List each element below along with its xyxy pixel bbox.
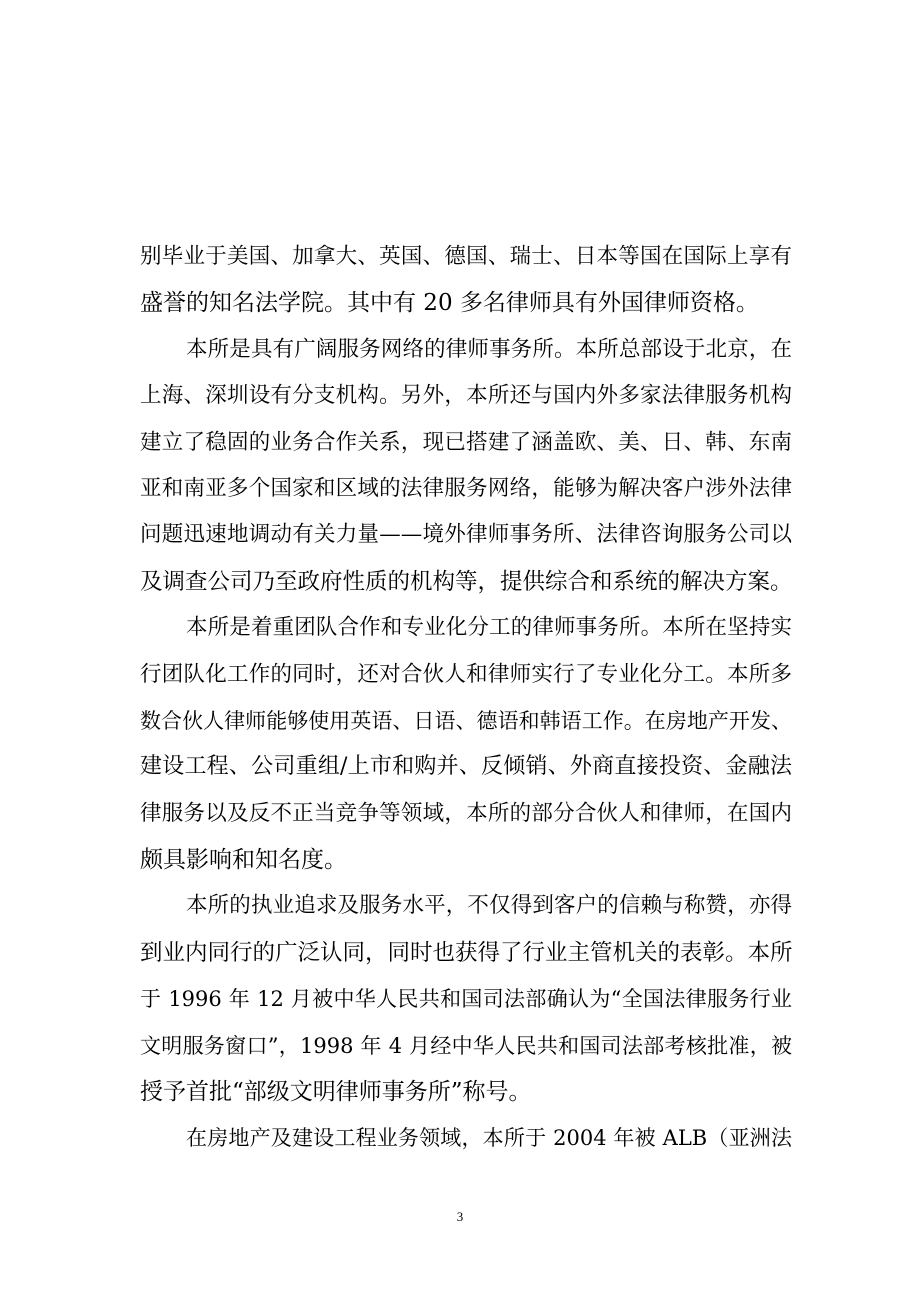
text-line: 数合伙人律师能够使用英语、日语、德语和韩语工作。在房地产开发、 bbox=[140, 708, 792, 733]
text-line: 及调查公司乃至政府性质的机构等，提供综合和系统的解决方案。 bbox=[140, 568, 793, 595]
paragraph-start-line: 本所是着重团队合作和专业化分工的律师事务所。本所在坚持实 bbox=[186, 615, 792, 641]
paragraph-start-line: 本所的执业追求及服务水平，不仅得到客户的信赖与称赞，亦得 bbox=[186, 893, 792, 919]
text-line: 盛誉的知名法学院。其中有 20 多名律师具有外国律师资格。 bbox=[140, 290, 759, 317]
text-line: 行团队化工作的同时，还对合伙人和律师实行了专业化分工。本所多 bbox=[140, 661, 792, 687]
text-line: 问题迅速地调动有关力量——境外律师事务所、法律咨询服务公司以 bbox=[140, 522, 792, 548]
text-line: 律服务以及反不正当竞争等领域，本所的部分合伙人和律师，在国内 bbox=[140, 800, 792, 826]
paragraph-start-line: 本所是具有广阔服务网络的律师事务所。本所总部设于北京，在 bbox=[186, 336, 792, 362]
text-line: 建立了稳固的业务合作关系，现已搭建了涵盖欧、美、日、韩、东南 bbox=[140, 429, 792, 455]
text-line: 颇具影响和知名度。 bbox=[140, 847, 347, 874]
text-line: 于 1996 年 12 月被中华人民共和国司法部确认为“全国法律服务行业 bbox=[140, 987, 792, 1012]
text-line: 上海、深圳设有分支机构。另外，本所还与国内外多家法律服务机构 bbox=[140, 383, 792, 409]
text-line: 到业内同行的广泛认同，同时也获得了行业主管机关的表彰。本所 bbox=[140, 939, 793, 966]
page-number: 3 bbox=[456, 1209, 464, 1224]
text-line: 文明服务窗口”，1998 年 4 月经中华人民共和国司法部考核批准，被 bbox=[140, 1033, 792, 1058]
paragraph-start-line: 在房地产及建设工程业务领域，本所于 2004 年被 ALB（亚洲法 bbox=[186, 1126, 792, 1151]
text-line: 别毕业于美国、加拿大、英国、德国、瑞士、日本等国在国际上享有 bbox=[140, 244, 792, 269]
text-line: 亚和南亚多个国家和区域的法律服务网络，能够为解决客户涉外法律 bbox=[140, 475, 792, 501]
text-line: 授予首批“部级文明律师事务所”称号。 bbox=[140, 1079, 532, 1106]
body-text bbox=[140, 234, 792, 1162]
text-line: 建设工程、公司重组/上市和购并、反倾销、外商直接投资、金融法 bbox=[140, 754, 792, 780]
